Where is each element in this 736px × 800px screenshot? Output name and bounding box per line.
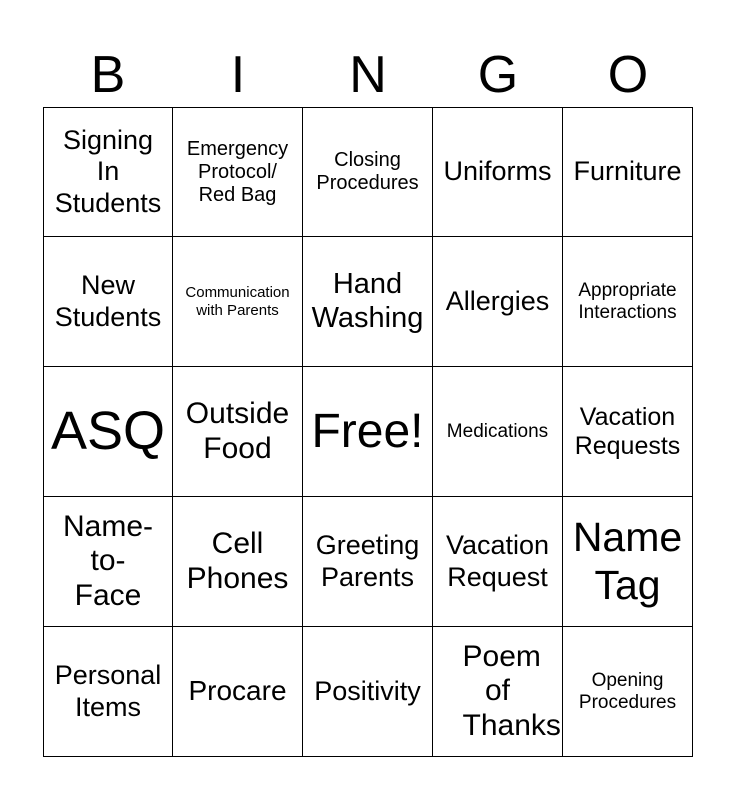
bingo-cell[interactable] bbox=[173, 107, 303, 237]
free-space-text: Free! bbox=[311, 404, 424, 458]
bingo-cell[interactable] bbox=[173, 497, 303, 627]
header-letter-n: N bbox=[349, 46, 387, 104]
cell-text: Vacation Request bbox=[445, 530, 550, 592]
bingo-cell[interactable] bbox=[563, 237, 693, 367]
cell-text: Personal Items bbox=[54, 660, 162, 722]
cell-text: ASQ bbox=[50, 401, 166, 462]
cell-text: Allergies bbox=[445, 285, 550, 316]
bingo-cell[interactable] bbox=[433, 107, 563, 237]
cell-text: Outside Food bbox=[185, 397, 290, 465]
cell-text: Emergency Protocol/ Red Bag bbox=[186, 137, 289, 206]
bingo-cell[interactable] bbox=[433, 237, 563, 367]
bingo-header bbox=[43, 44, 693, 106]
cell-text: Cell Phones bbox=[186, 527, 289, 595]
bingo-cell[interactable] bbox=[433, 497, 563, 627]
bingo-cell[interactable] bbox=[563, 107, 693, 237]
bingo-cell[interactable] bbox=[173, 367, 303, 497]
cell-text: New Students bbox=[54, 270, 162, 332]
bingo-cell[interactable] bbox=[43, 107, 173, 237]
cell-text: Uniforms bbox=[443, 156, 552, 187]
cell-text: Vacation Requests bbox=[574, 402, 681, 460]
cell-text: Name-to-Face bbox=[62, 509, 153, 612]
header-letter-i: I bbox=[230, 46, 246, 104]
bingo-cell[interactable] bbox=[563, 367, 693, 497]
bingo-cell[interactable] bbox=[43, 367, 173, 497]
cell-text: Positivity bbox=[314, 675, 421, 706]
bingo-cell[interactable] bbox=[43, 237, 173, 367]
cell-text: Furniture bbox=[573, 156, 682, 187]
cell-text: Communication with Parents bbox=[185, 284, 290, 319]
header-letter-g: G bbox=[477, 46, 519, 104]
bingo-cell[interactable] bbox=[303, 237, 433, 367]
cell-text: Procare bbox=[188, 675, 287, 707]
bingo-board bbox=[43, 107, 693, 757]
bingo-cell[interactable] bbox=[303, 107, 433, 237]
cell-text: Closing Procedures bbox=[316, 149, 419, 194]
bingo-cell[interactable] bbox=[433, 627, 563, 757]
header-letter-o: O bbox=[607, 46, 649, 104]
cell-text: Medications bbox=[446, 420, 549, 442]
bingo-cell[interactable] bbox=[303, 497, 433, 627]
bingo-cell[interactable] bbox=[303, 367, 433, 497]
bingo-cell[interactable] bbox=[563, 627, 693, 757]
cell-text: Poem of Thanks bbox=[462, 639, 561, 742]
bingo-cell[interactable] bbox=[563, 497, 693, 627]
bingo-cell[interactable] bbox=[43, 497, 173, 627]
header-letter-b: B bbox=[90, 46, 126, 104]
bingo-cell[interactable] bbox=[433, 367, 563, 497]
cell-text: Appropriate Interactions bbox=[578, 279, 677, 323]
bingo-cell[interactable] bbox=[43, 627, 173, 757]
bingo-cell[interactable] bbox=[303, 627, 433, 757]
bingo-cell[interactable] bbox=[173, 627, 303, 757]
cell-text: Name Tag bbox=[572, 514, 683, 608]
cell-text: Hand Washing bbox=[311, 268, 424, 334]
cell-text: Greeting Parents bbox=[315, 530, 420, 592]
cell-text: Signing In Students bbox=[54, 125, 162, 218]
bingo-cell[interactable] bbox=[173, 237, 303, 367]
cell-text: Opening Procedures bbox=[578, 669, 677, 713]
